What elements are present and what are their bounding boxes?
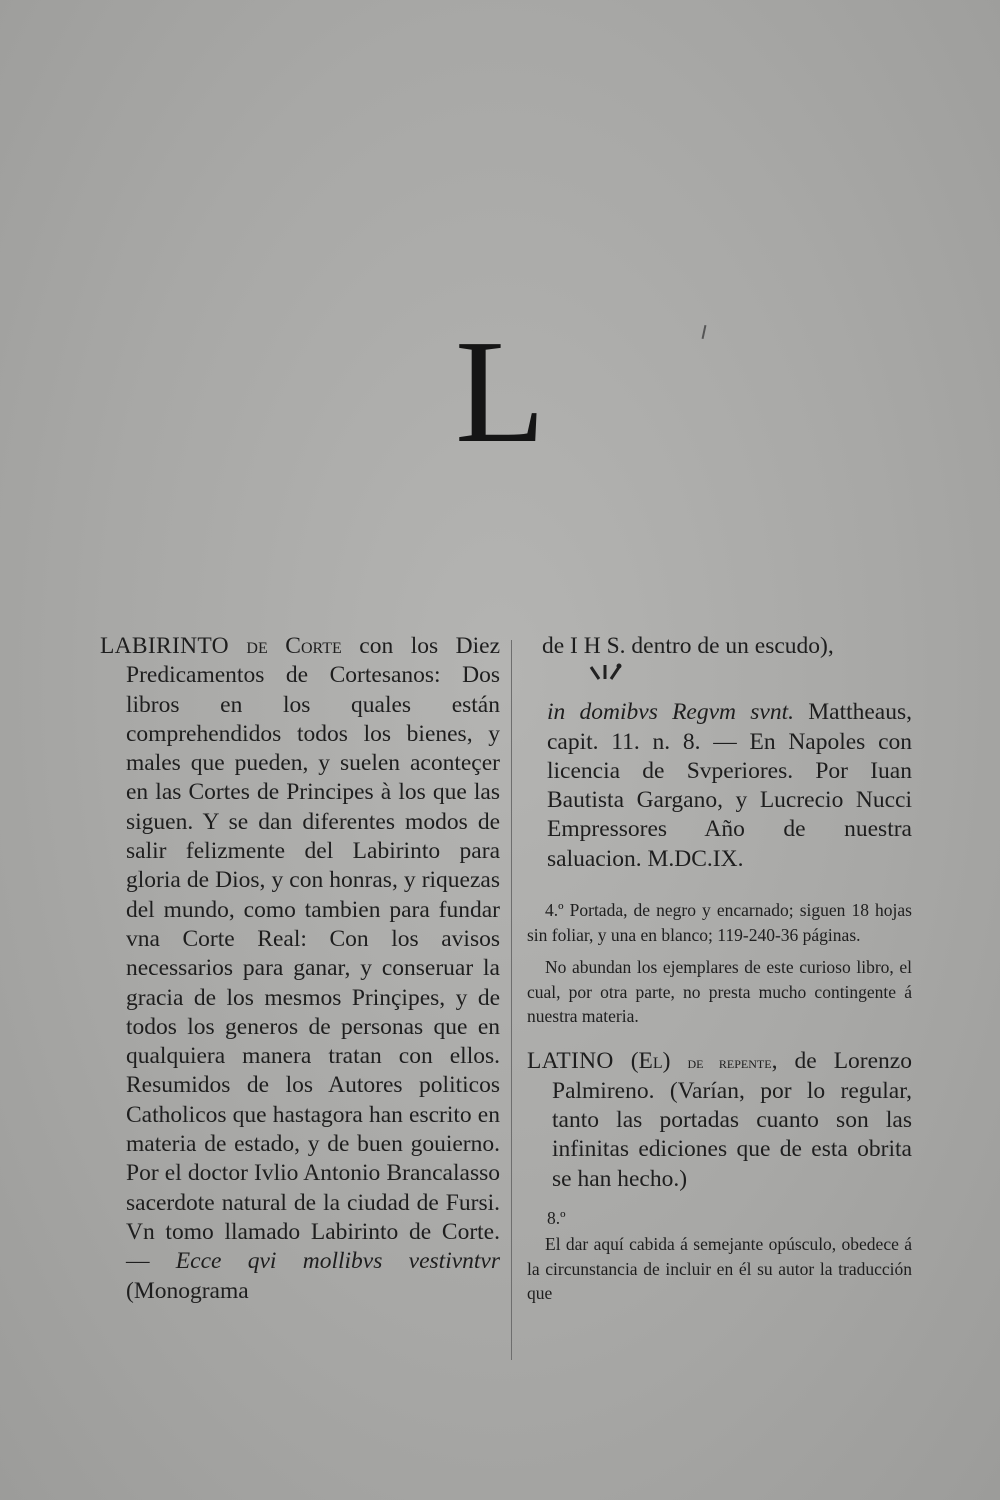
section-letter: L xyxy=(455,310,546,474)
entry-headword: LATINO xyxy=(527,1047,614,1074)
entry-continuation xyxy=(527,698,912,874)
entry-head-small: de repente xyxy=(687,1052,772,1072)
entry-latino xyxy=(527,1047,912,1194)
entry-head-paren: (El) xyxy=(630,1047,671,1074)
entry-text: con los Diez Predicamentos de Cortesanos: Dos libros en los quales están comprehendidos todos los bienes, y males que pueden, y suelen aconteçer en las Cortes de Principes à los que las siguen. Y se dan diferentes modos de salir felizmente del Labirinto para gloria de Dios, y con honras, y riquezas del mundo, como tambien para fundar vna Corte Real: Con los avisos necessarios para ganar, y conseruar la gracia de los mesmos Prinçipes, y de todos los generos de personas que en qualquiera manera tratan con ellos. Resumidos de los Autores politicos Catholicos que hastagora han escrito en materia de estado, y de buen gouierno. Por el doctor Ivlio Antonio Brancalasso sacerdote natural de la ciudad de Fursi. Vn tomo llamado Labirinto de Corte. — xyxy=(126,633,501,1275)
entry-format: 8.º xyxy=(547,1208,566,1229)
entry-notes xyxy=(527,898,912,947)
column-rule xyxy=(511,640,512,1360)
entry-head-small: de xyxy=(246,633,268,659)
entry-continuation-line: de I H S. dentro de un escudo), xyxy=(542,633,834,659)
left-column xyxy=(100,632,500,1306)
monogram-ornament xyxy=(527,661,912,690)
entry-motto: Ecce qvi mollibvs vestivntvr xyxy=(175,1248,501,1275)
monogram-icon xyxy=(585,661,625,685)
entry-headword: LABIRINTO xyxy=(100,633,229,659)
entry-motto-after: (Monograma xyxy=(126,1277,249,1304)
entry-note-comment: No abundan los ejemplares de este curioso libro, el cual, por otra parte, no presta mucho contingente á nuestra materia. xyxy=(527,957,912,1027)
entry-note-description: El dar aquí cabida á semejante opúsculo, obedece á la circunstancia de incluir en él su autor la traducción que xyxy=(527,1234,912,1304)
entry-text: , de Lorenzo Palmireno. (Varían, por lo regular, tanto las portadas cuanto son las infinitas ediciones que de esta obrita se han hecho.) xyxy=(552,1047,912,1192)
entry-notes-2 xyxy=(527,955,912,1029)
entry-note-description: 4.º Portada, de negro y encarnado; siguen 18 hojas sin foliar, y una en blanco; 119-240-36 páginas. xyxy=(527,900,912,945)
entry-continuation-italic: in domibvs Regvm svnt. xyxy=(547,699,794,726)
stray-mark xyxy=(702,325,707,339)
entry-head-word2: Corte xyxy=(285,633,342,659)
right-column xyxy=(527,632,912,1306)
entry-labirinto xyxy=(100,632,500,1306)
entry-continuation-rest: Mattheaus, capit. 11. n. 8. — En Napoles con licencia de Svperiores. Por Iuan Bautista Gargano, y Lucrecio Nucci Empressores Año de nuestra saluacion. M.DC.IX. xyxy=(547,699,913,872)
